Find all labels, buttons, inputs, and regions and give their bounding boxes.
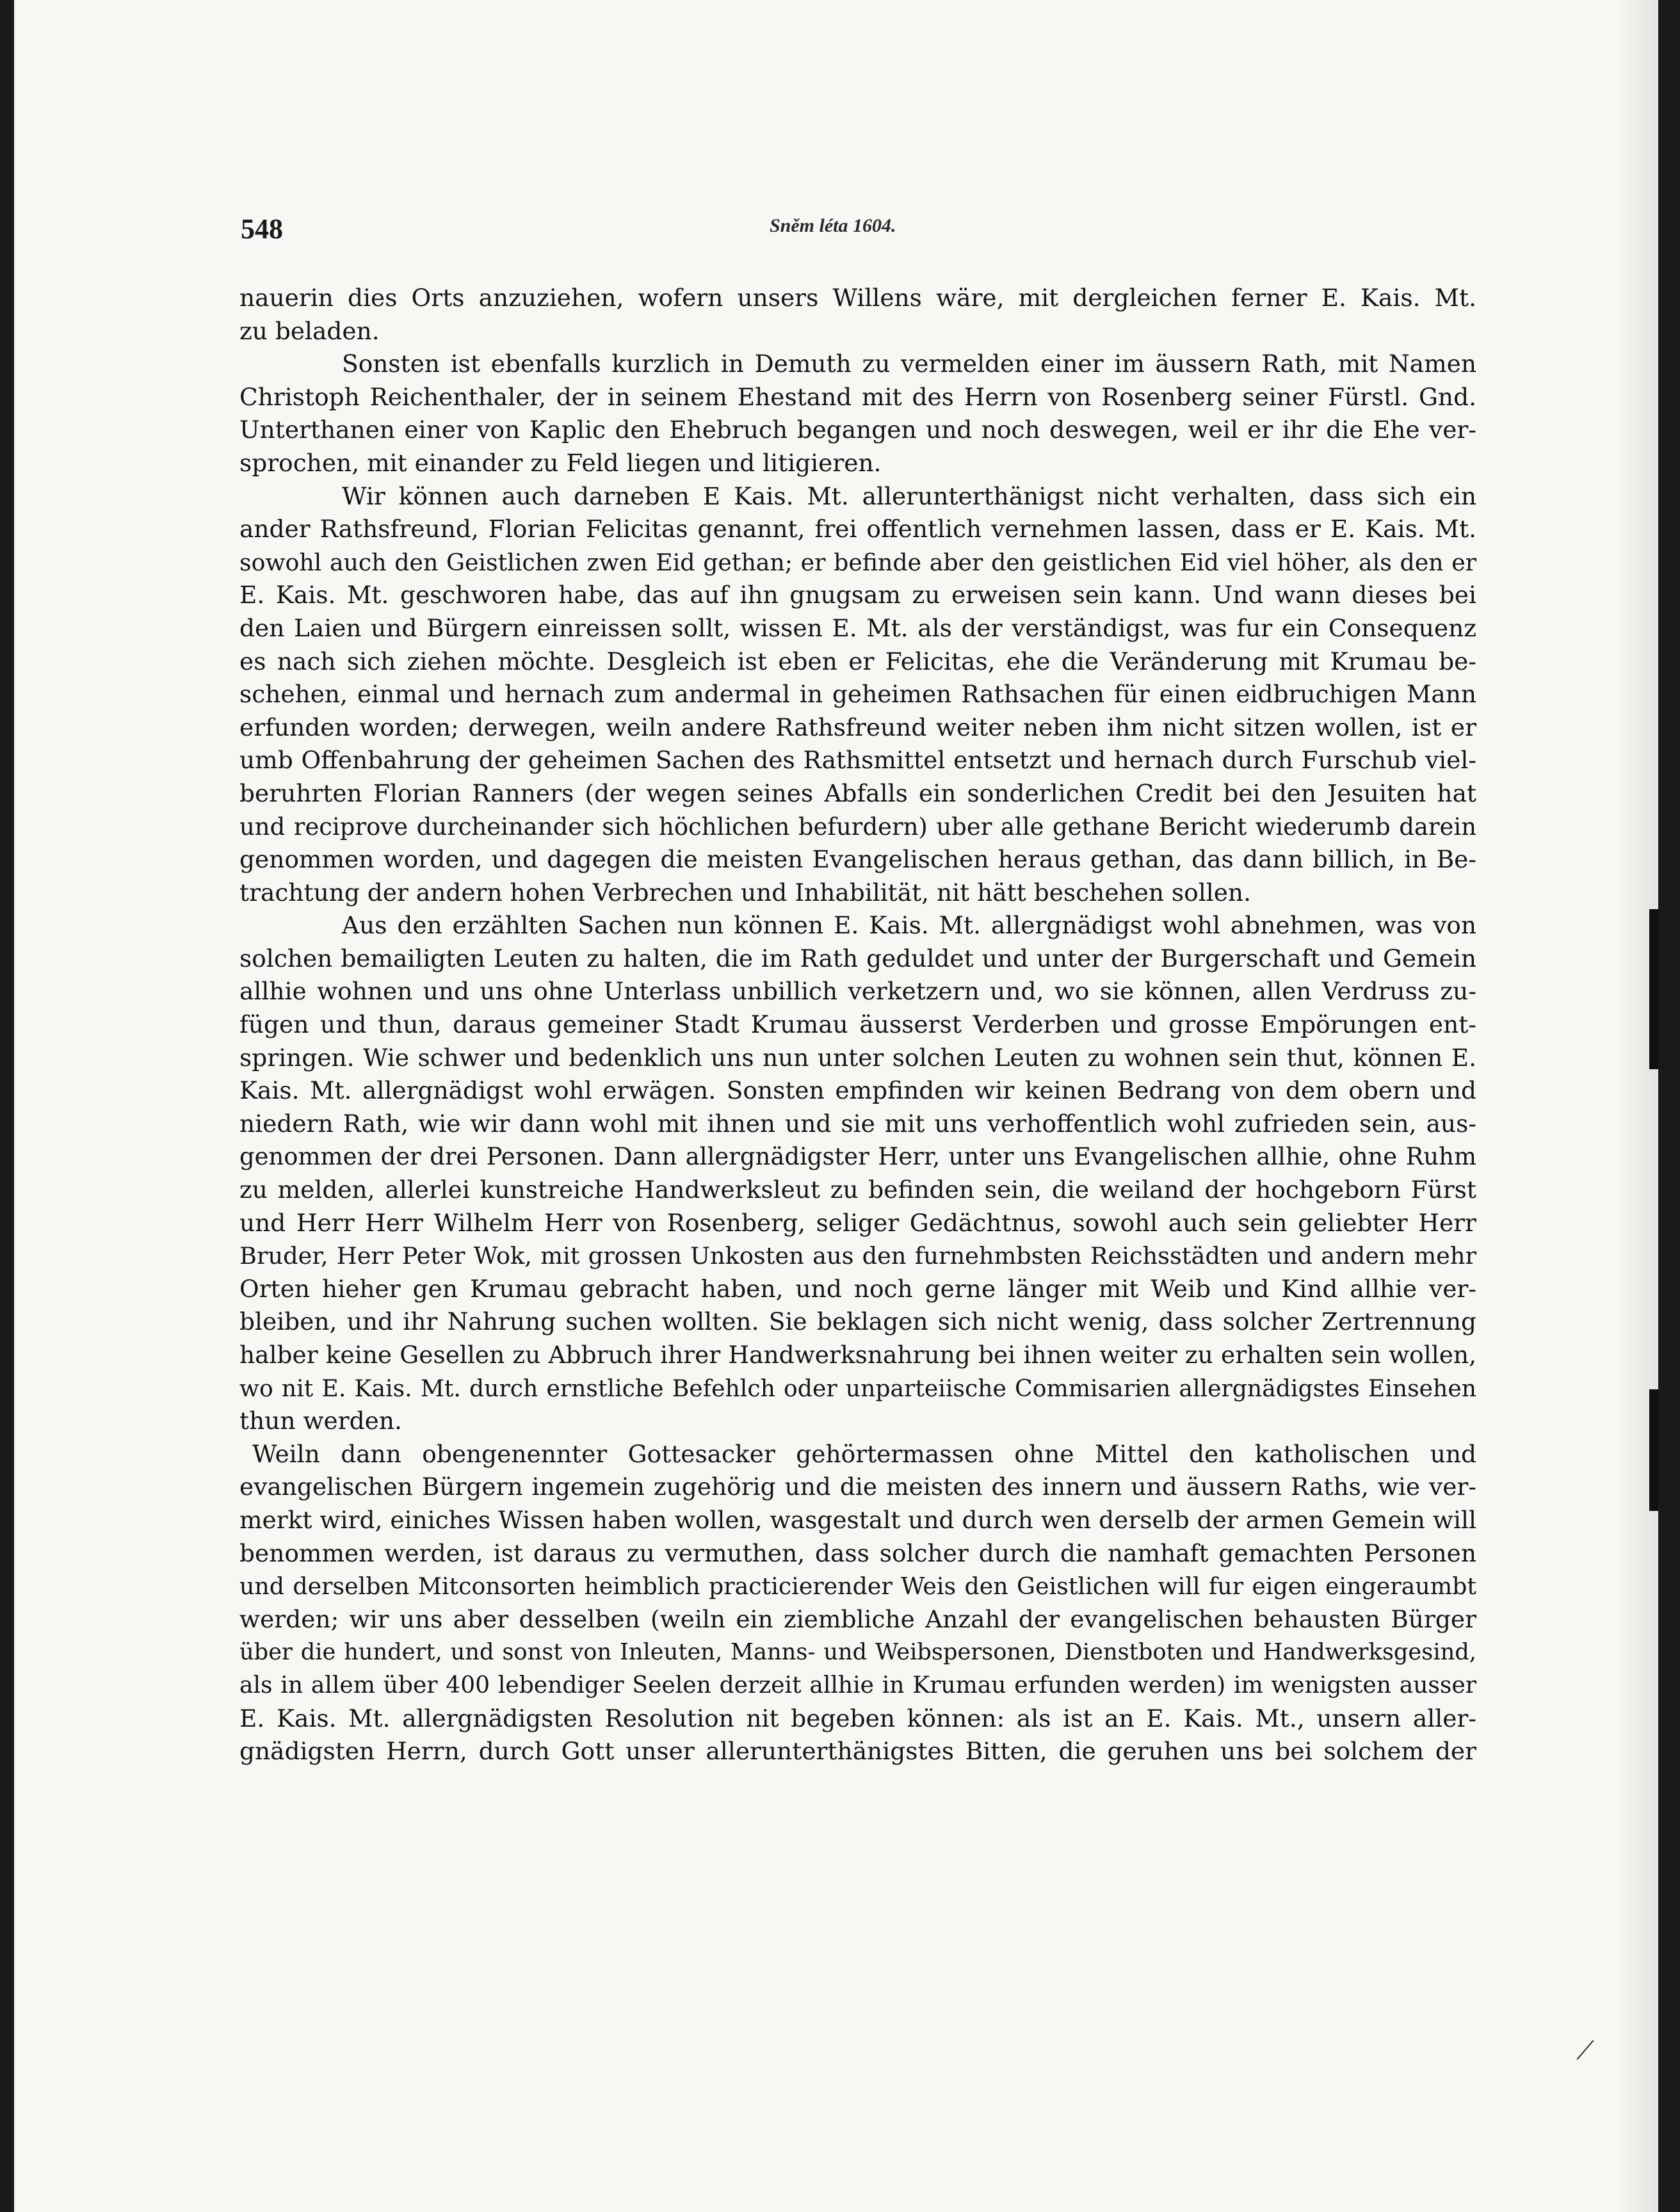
- text-line: wo nit E. Kais. Mt. durch ernstliche Befehlch oder unparteiische Commisarien allergnädigstes Einsehen: [239, 1374, 1476, 1402]
- text-line: erfunden worden; derwegen, weiln andere Rathsfreund weiter neben ihm nicht sitzen wollen, ist er: [239, 713, 1476, 741]
- text-line: genommen worden, und dagegen die meisten Evangelischen heraus gethan, das dann billich, in Be-: [239, 845, 1476, 874]
- text-line: benommen werden, ist daraus zu vermuthen, dass solcher durch die namhaft gemachten Personen: [239, 1538, 1476, 1567]
- text-line: springen. Wie schwer und bedenklich uns nun unter solchen Leuten zu wohnen sein thut, können E.: [239, 1043, 1476, 1072]
- text-line: evangelischen Bürgern ingemein zugehörig und die meisten des innern und äussern Raths, wie ver-: [239, 1473, 1476, 1501]
- text-line: Kais. Mt. allergnädigst wohl erwägen. Sonsten empfinden wir keinen Bedrang von dem obern und: [239, 1076, 1476, 1105]
- text-line: halber keine Gesellen zu Abbruch ihrer Handwerksnahrung bei ihnen weiter zu erhalten sein wollen,: [239, 1341, 1476, 1369]
- text-line: als in allem über 400 lebendiger Seelen derzeit allhie in Krumau erfunden werden) im wenigsten ausser: [239, 1671, 1476, 1699]
- paragraph-start-line: Weiln dann obengenennter Gottesacker gehörtermassen ohne Mittel den katholischen und: [252, 1439, 1476, 1468]
- running-title: Sněm léta 1604.: [770, 215, 896, 236]
- page-edge-shadow: [1613, 0, 1658, 2212]
- text-line: umb Offenbahrung der geheimen Sachen des Rathsmittel entsetzt und hernach durch Furschub viel-: [239, 746, 1476, 775]
- text-line: schehen, einmal und hernach zum andermal in geheimen Rathsachen für einen eidbruchigen Mann: [239, 680, 1476, 709]
- text-line: über die hundert, und sonst von Inleuten, Manns- und Weibspersonen, Dienstboten und Handwerksgesind,: [239, 1639, 1476, 1666]
- text-line: merkt wird, einiches Wissen haben wollen, wasgestalt und durch wen derselb der armen Gemein will: [239, 1505, 1476, 1534]
- text-line: thun werden.: [239, 1407, 402, 1435]
- scan-edge-mark: [1649, 909, 1658, 1069]
- text-line: und Herr Herr Wilhelm Herr von Rosenberg, seliger Gedächtnus, sowohl auch sein geliebter Herr: [239, 1208, 1476, 1237]
- text-line: zu beladen.: [239, 316, 380, 345]
- paragraph-start-line: Sonsten ist ebenfalls kurzlich in Demuth zu vermelden einer im äussern Rath, mit Namen: [342, 350, 1476, 378]
- text-line: es nach sich ziehen möchte. Desgleich ist eben er Felicitas, ehe die Veränderung mit Krumau be-: [239, 647, 1476, 675]
- text-line: E. Kais. Mt. geschworen habe, das auf ihn gnugsam zu erweisen sein kann. Und wann dieses bei: [239, 581, 1476, 610]
- text-line: bleiben, und ihr Nahrung suchen wollten. Sie beklagen sich nicht wenig, dass solcher Zertrennung: [239, 1307, 1476, 1336]
- text-line: und derselben Mitconsorten heimblich practicierender Weis den Geistlichen will fur eigen eingeraumbt: [239, 1572, 1476, 1601]
- text-line: solchen bemailigten Leuten zu halten, die im Rath geduldet und unter der Burgerschaft und Gemein: [239, 944, 1476, 973]
- paragraph-start-line: Aus den erzählten Sachen nun können E. Kais. Mt. allergnädigst wohl abnehmen, was von: [342, 911, 1476, 940]
- scan-edge-mark: [1649, 1389, 1658, 1511]
- text-line: Christoph Reichenthaler, der in seinem Ehestand mit des Herrn von Rosenberg seiner Fürstl. Gnd.: [239, 382, 1476, 411]
- scanned-page: [14, 0, 1658, 2212]
- paragraph-start-line: Wir können auch darneben E Kais. Mt. allerunterthänigst nicht verhalten, dass sich ein: [342, 481, 1476, 510]
- text-line: niedern Rath, wie wir dann wohl mit ihnen und sie mit uns verhoffentlich wohl zufrieden sein, aus-: [239, 1109, 1476, 1138]
- text-line: den Laien und Bürgern einreissen sollt, wissen E. Mt. als der verständigst, was fur ein Consequenz: [239, 613, 1476, 642]
- text-line: sprochen, mit einander zu Feld liegen und litigieren.: [239, 448, 882, 477]
- text-line: fügen und thun, daraus gemeiner Stadt Krumau äusserst Verderben und grosse Empörungen ent-: [239, 1010, 1476, 1039]
- text-line: sowohl auch den Geistlichen zwen Eid gethan; er befinde aber den geistlichen Eid viel höher, als den er: [239, 548, 1476, 576]
- text-line: E. Kais. Mt. allergnädigsten Resolution nit begeben können: als ist an E. Kais. Mt., unsern aller-: [239, 1704, 1476, 1732]
- text-line: gnädigsten Herrn, durch Gott unser allerunterthänigstes Bitten, die geruhen uns bei solchem der: [239, 1737, 1476, 1766]
- margin-pencil-mark: ⟋: [1576, 2036, 1594, 2065]
- text-line: Bruder, Herr Peter Wok, mit grossen Unkosten aus den furnehmbsten Reichsstädten und andern mehr: [239, 1242, 1476, 1270]
- text-line: zu melden, allerlei kunstreiche Handwerksleut zu befinden sein, die weiland der hochgeborn Fürst: [239, 1175, 1476, 1204]
- text-line: trachtung der andern hohen Verbrechen und Inhabilität, nit hätt beschehen sollen.: [239, 878, 1251, 907]
- text-line: nauerin dies Orts anzuziehen, wofern unsers Willens wäre, mit dergleichen ferner E. Kais. Mt.: [239, 284, 1476, 312]
- text-line: werden; wir uns aber desselben (weiln ein ziembliche Anzahl der evangelischen behausten Bürger: [239, 1604, 1476, 1633]
- body-text: [239, 282, 1476, 1768]
- text-line: beruhrten Florian Ranners (der wegen seines Abfalls ein sonderlichen Credit bei den Jesuiten hat: [239, 779, 1476, 807]
- text-line: ander Rathsfreund, Florian Felicitas genannt, frei offentlich vernehmen lassen, dass er E. Kais. Mt.: [239, 515, 1476, 544]
- page-number: 548: [241, 213, 283, 245]
- text-line: Orten hieher gen Krumau gebracht haben, und noch gerne länger mit Weib und Kind allhie ver-: [239, 1274, 1476, 1303]
- text-line: genommen der drei Personen. Dann allergnädigster Herr, unter uns Evangelischen allhie, ohne Ruhm: [239, 1143, 1476, 1171]
- text-line: allhie wohnen und uns ohne Unterlass unbillich verketzern und, wo sie können, allen Verdruss zu-: [239, 977, 1476, 1006]
- text-line: und reciprove durcheinander sich höchlichen befurdern) uber alle gethane Bericht wiederumb darein: [239, 812, 1476, 841]
- text-line: Unterthanen einer von Kaplic den Ehebruch begangen und noch deswegen, weil er ihr die Ehe ver-: [239, 416, 1476, 444]
